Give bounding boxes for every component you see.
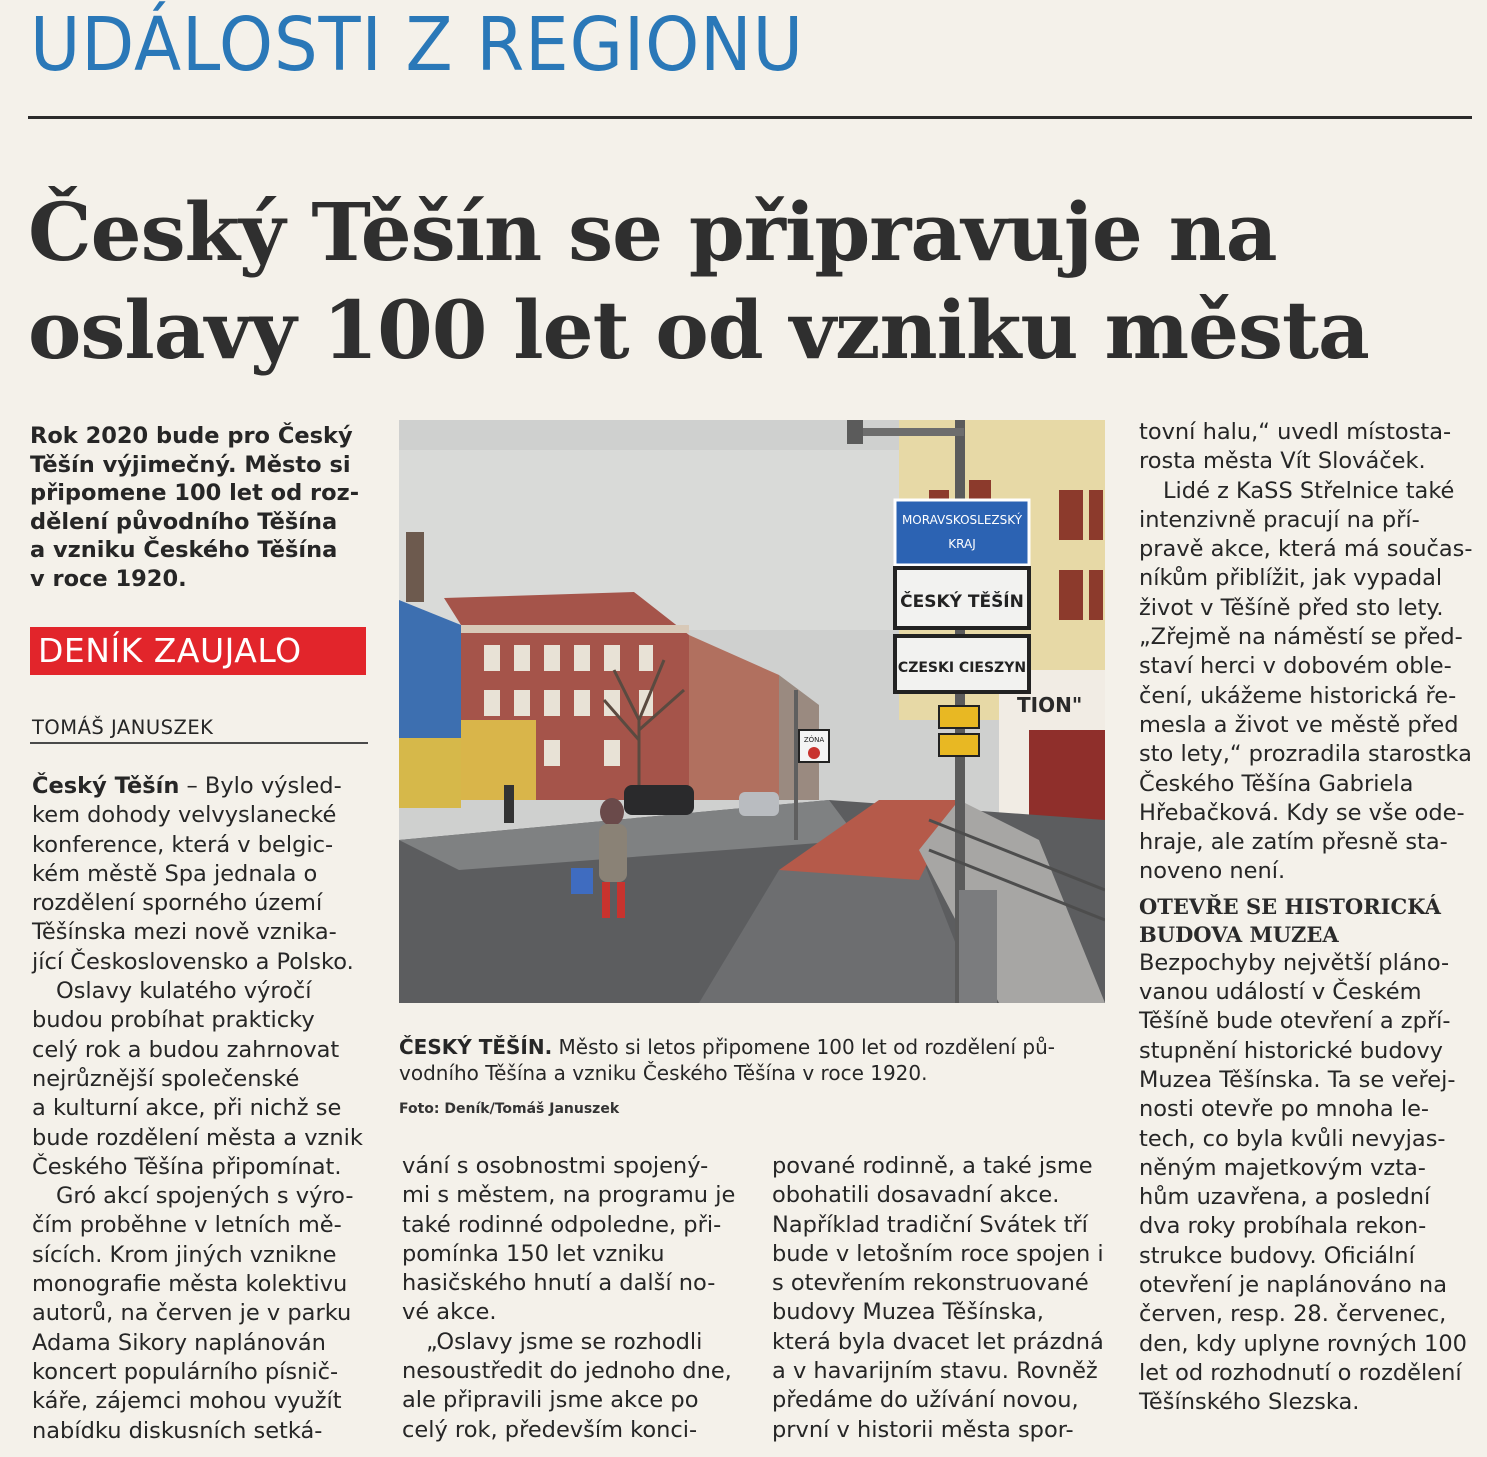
col1-paragraph-1: [32, 772, 372, 977]
col4-line: strukce budovy. Oficiální: [1139, 1242, 1415, 1269]
col4-line: Hřebačková. Kdy se vše ode-: [1139, 799, 1465, 826]
headline-line-2: oslavy 100 let od vzniku města: [28, 283, 1369, 377]
col1-line: jící Československo a Polsko.: [32, 948, 354, 975]
col2-line: celý rok, především konci-: [402, 1416, 698, 1443]
col4-line: rosta města Vít Slováček.: [1139, 448, 1426, 475]
author-divider: [30, 742, 368, 744]
lead-line: dělení původního Těšína: [30, 508, 338, 535]
col4-line: hraje, ale zatím přesně sta-: [1139, 829, 1448, 856]
col4-line: Těšínského Slezska.: [1139, 1389, 1360, 1416]
col3-line: která byla dvacet let prázdná: [772, 1328, 1104, 1355]
sign-town-name-polish: CZESKI CIESZYN: [897, 660, 1027, 676]
author-byline: TOMÁŠ JANUSZEK: [32, 716, 214, 739]
col3-line: a v havarijním stavu. Rovněž: [772, 1358, 1098, 1385]
col4-line: čení, ukážeme historická ře-: [1139, 682, 1457, 709]
subhead-line: OTEVŘE SE HISTORICKÁ: [1139, 893, 1441, 919]
col4-line: staví herci v dobovém oble-: [1139, 653, 1452, 680]
col4-line: Českého Těšína Gabriela: [1139, 770, 1414, 797]
sign-zone: ZÓNA: [803, 736, 825, 744]
dateline: Český Těšín: [32, 773, 180, 799]
col2-line: také rodinné odpoledne, při-: [402, 1211, 722, 1238]
col4-line: den, kdy uplyne rovných 100: [1139, 1330, 1467, 1357]
col4-line: červen, resp. 28. červenec,: [1139, 1301, 1447, 1328]
headline: [28, 183, 1468, 379]
col4-line: mesla a život ve městě před: [1139, 711, 1459, 738]
col1-line: kem dohody velvyslanecké: [32, 802, 337, 829]
col1-line: koncert populárního písnič-: [32, 1358, 339, 1385]
col4-line: Bezpochyby největší pláno-: [1139, 949, 1450, 976]
section-rule: [28, 116, 1472, 119]
col4-line: hům uzavřena, a poslední: [1139, 1184, 1431, 1211]
col4-line: níkům přiblížit, jak vypadal: [1139, 565, 1443, 592]
col4-line: let od rozhodnutí o rozdělení: [1139, 1359, 1462, 1386]
col2-line: ale připravili jsme akce po: [402, 1387, 699, 1414]
photo-caption: [399, 1034, 1109, 1086]
col1-line: Oslavy kulatého výročí: [56, 978, 312, 1005]
section-title: UDÁLOSTI Z REGIONU: [30, 2, 804, 88]
col1-line: nejrůznější společenské: [32, 1065, 300, 1092]
col1-line: konference, která v belgic-: [32, 831, 334, 858]
col4-line: život v Těšíně před sto lety.: [1139, 594, 1444, 621]
col4-line: intenzivně pracují na pří-: [1139, 506, 1420, 533]
col1-line: bude rozdělení města a vznik: [32, 1124, 363, 1151]
col4-line: nosti otevře po mnoha le-: [1139, 1096, 1430, 1123]
col2-line: vé akce.: [402, 1299, 497, 1326]
article-column-1: [32, 772, 372, 1446]
col4-line: Muzea Těšínska. Ta se veřej-: [1139, 1066, 1456, 1093]
article-column-2: [402, 1152, 742, 1445]
col4-line: Lidé z KaSS Střelnice také: [1163, 477, 1455, 504]
col4-line: stupnění historické budovy: [1139, 1037, 1443, 1064]
col4-line: vanou událostí v Českém: [1139, 979, 1422, 1006]
lead-line: připomene 100 let od roz-: [30, 480, 360, 507]
col4-line: něným majetkovým vzta-: [1139, 1154, 1426, 1181]
col1-line: monografie města kolektivu: [32, 1271, 348, 1298]
col4-line: tovní halu,“ uvedl místosta-: [1139, 419, 1452, 445]
street-scene-photo: [399, 420, 1105, 1003]
photo-credit: Foto: Deník/Tomáš Januszek: [399, 1101, 620, 1117]
subhead: [1139, 893, 1479, 949]
col3-line: bude v letošním roce spojen i: [772, 1240, 1104, 1267]
col1-line: čím proběhne v letních mě-: [32, 1212, 342, 1239]
subhead-line: BUDOVA MUZEA: [1139, 921, 1339, 947]
lead-line: Rok 2020 bude pro Český: [30, 423, 353, 449]
lead-line: Těšín výjimečný. Město si: [30, 451, 351, 478]
col2-line: „Oslavy jsme se rozhodli: [426, 1328, 703, 1355]
sign-region-line-2: KRAJ: [948, 537, 976, 551]
col4-line: dva roky probíhala rekon-: [1139, 1213, 1427, 1240]
col1-line: káře, zájemci mohou využít: [32, 1388, 342, 1415]
col2-line: vání s osobnostmi spojený-: [402, 1153, 709, 1179]
caption-line-2: vodního Těšína a vzniku Českého Těšína v roce 1920.: [399, 1061, 928, 1085]
col2-line: nesoustředit do jednoho dne,: [402, 1358, 732, 1385]
col3-line: pované rodinně, a také jsme: [772, 1153, 1093, 1179]
col2-line: pomínka 150 let vzniku: [402, 1240, 665, 1267]
caption-line-1: Město si letos připomene 100 let od rozdělení pů-: [552, 1035, 1055, 1059]
denik-zaujalo-badge: DENÍK ZAUJALO: [30, 627, 366, 675]
col1-line: autorů, na červen je v parku: [32, 1300, 352, 1327]
headline-line-1: Český Těšín se připravuje na: [28, 185, 1277, 279]
article-photo: [399, 420, 1105, 1003]
lead-paragraph: [30, 422, 370, 594]
col1-line: Těšínska mezi nově vznika-: [32, 919, 337, 946]
col2-line: mi s městem, na programu je: [402, 1182, 736, 1209]
caption-place: ČESKÝ TĚŠÍN.: [399, 1035, 553, 1059]
lead-line: a vzniku Českého Těšína: [30, 537, 338, 564]
col1-line: Adama Sikory naplánován: [32, 1329, 326, 1356]
col2-line: hasičského hnutí a další no-: [402, 1270, 716, 1297]
article-column-4: [1139, 418, 1479, 1418]
col3-line: budovy Muzea Těšínska,: [772, 1299, 1044, 1326]
sign-town-name: ČESKÝ TĚŠÍN: [900, 592, 1024, 612]
col1-paragraph-2: [32, 977, 372, 1182]
col3-line: obohatili dosavadní akce.: [772, 1182, 1060, 1209]
col1-line: Českého Těšína připomínat.: [32, 1153, 342, 1180]
col4-line: „Zřejmě na náměstí se před-: [1139, 624, 1463, 651]
sign-region-line-1: MORAVSKOSLEZSKÝ: [901, 513, 1023, 527]
col1-line: budou probíhat prakticky: [32, 1007, 315, 1034]
col1-line: celý rok a budou zahrnovat: [32, 1036, 340, 1063]
col4-line: sto lety,“ prozradila starostka: [1139, 741, 1472, 768]
col4-line: otevření je naplánováno na: [1139, 1272, 1447, 1299]
col1-line: kém městě Spa jednala o: [32, 860, 318, 887]
col1-line: a kulturní akce, při nichž se: [32, 1095, 342, 1122]
col3-line: s otevřením rekonstruované: [772, 1270, 1089, 1297]
col4-line: Těšíně bude otevření a zpří-: [1139, 1008, 1451, 1035]
col1-line: – Bylo výsled-: [179, 773, 342, 799]
col1-line: Gró akcí spojených s výro-: [56, 1183, 354, 1210]
col4-line: pravě akce, která má součas-: [1139, 536, 1473, 563]
col3-line: předáme do užívání novou,: [772, 1387, 1079, 1414]
col4-line: noveno není.: [1139, 858, 1286, 885]
col3-line: Například tradiční Svátek tří: [772, 1211, 1088, 1238]
col1-line: nabídku diskusních setká-: [32, 1417, 323, 1444]
col1-paragraph-3: [32, 1182, 372, 1446]
lead-line: v roce 1920.: [30, 565, 187, 592]
shop-sign: TION": [1017, 693, 1083, 717]
col4-line: tech, co byla kvůli nevyjas-: [1139, 1125, 1446, 1152]
article-column-3: [772, 1152, 1112, 1445]
col1-line: rozdělení sporného území: [32, 890, 323, 917]
col1-line: sících. Krom jiných vznikne: [32, 1241, 337, 1268]
col3-line: první v historii města spor-: [772, 1416, 1074, 1443]
